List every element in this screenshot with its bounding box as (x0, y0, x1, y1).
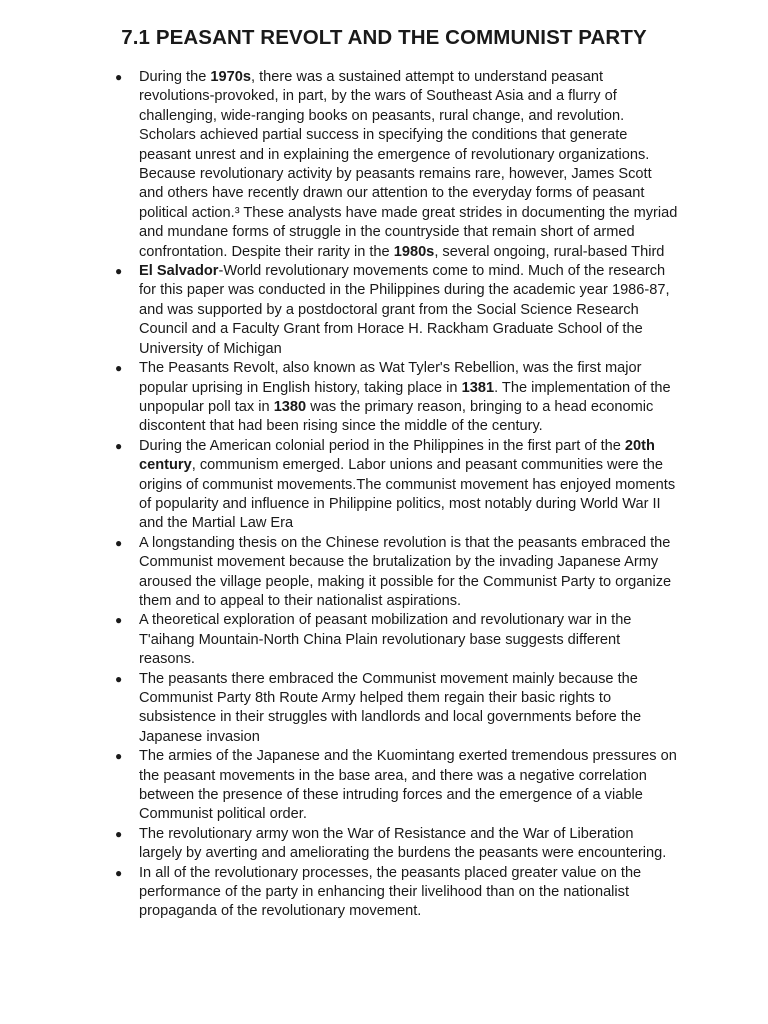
item-text: A longstanding thesis on the Chinese revolution is that the peasants embraced the Communist movement because the brutalization by the invading Japanese Army aroused the village people, making it possible for the Communist Party to organize them and to appeal to their nationalist aspirations. (139, 534, 672, 609)
bullet-list (112, 68, 680, 922)
item-text: , there was a sustained attempt to understand peasant revolutions-provoked, in part, by the wars of Southeast Asia and a flurry of challenging, wide-ranging books on peasants, rural change, and revolution. Scholars achieved partial success in specifying the conditions that generate peasant unrest and in explaining the emergence of revolutionary organizations. Because revolutionary activity by peasants remains rare, however, James Scott and others have recently drawn our attention to the everyday forms of peasant political action.³ These analysts have made great strides in documenting the myriad and mundane forms of struggle in the countryside that remain short of armed confrontation. Despite their rarity in the (139, 69, 678, 260)
item-text: A theoretical exploration of peasant mobilization and revolutionary war in the T'aihang Mountain-North China Plain revolutionary base suggests different reasons. (139, 612, 632, 668)
list-item (112, 68, 680, 262)
list-item (112, 534, 680, 612)
item-text: , several ongoing, rural-based Third (434, 243, 665, 260)
item-text: -World revolutionary movements come to mind. Much of the research for this paper was conducted in the Philippines during the academic year 1986-87, and was supported by a postdoctoral grant from the Social Science Research Council and a Faculty Grant from Horace H. Rackham Graduate School of the University of Michigan (139, 263, 670, 357)
item-bold-text: 1970s (210, 69, 251, 85)
bullet-icon: ● (115, 264, 123, 279)
bullet-icon: ● (115, 70, 123, 84)
item-text: . The implementation of the unpopular poll tax in (139, 379, 671, 415)
list-item (112, 611, 680, 669)
list-item (112, 670, 680, 748)
bullet-icon: ● (115, 865, 123, 880)
list-item (112, 262, 680, 359)
list-item (112, 825, 680, 864)
list-item (112, 437, 680, 534)
item-text: was the primary reason, bringing to a head economic discontent that had been rising since the middle of the century. (139, 398, 654, 435)
page-title: 7.1 PEASANT REVOLT AND THE COMMUNIST PARTY (121, 26, 647, 49)
bullet-icon: ● (115, 535, 123, 550)
bullet-icon: ● (115, 361, 123, 376)
item-text: The armies of the Japanese and the Kuomintang exerted tremendous pressures on the peasant movements in the base area, and there was a negative correlation between the presence of these intruding forces and the emergence of a viable Communist political order. (139, 748, 677, 823)
item-text: During the (139, 69, 211, 85)
bullet-icon: ● (115, 826, 123, 841)
item-bold-text: 1380 (273, 398, 307, 415)
item-text: The peasants there embraced the Communist movement mainly because the Communist Party 8th Route Army helped them regain their basic rights to subsistence in their struggles with landlords and local governments before the Japanese invasion (139, 670, 642, 745)
item-bold-text: 1381 (461, 379, 495, 396)
item-text: During the American colonial period in the Philippines in the first part of the (139, 437, 625, 454)
list-item (112, 864, 680, 922)
list-item (112, 747, 680, 825)
bullet-icon: ● (115, 749, 123, 764)
item-text: , communism emerged. Labor unions and peasant communities were the origins of communist movements.The communist movement has enjoyed moments of popularity and influence in Philippine politics, most notably during World War II and the Martial Law Era (139, 457, 676, 532)
bullet-icon: ● (115, 438, 123, 453)
bullet-icon: ● (115, 671, 123, 686)
item-bold-text: El Salvador (139, 263, 219, 280)
item-bold-text: 1980s (393, 243, 435, 260)
item-text: The revolutionary army won the War of Resistance and the War of Liberation largely by averting and ameliorating the burdens the peasants were encountering. (139, 825, 667, 862)
list-item (112, 359, 680, 437)
bullet-icon: ● (115, 613, 123, 628)
item-bold-text: 20th century (139, 437, 655, 474)
item-text: The Peasants Revolt, also known as Wat Tyler's Rebellion, was the first major popular uprising in English history, taking place in (139, 360, 642, 396)
item-text: In all of the revolutionary processes, the peasants placed greater value on the performance of the party in enhancing their livelihood than on the nationalist propaganda of the revolutionary movement. (139, 864, 642, 920)
